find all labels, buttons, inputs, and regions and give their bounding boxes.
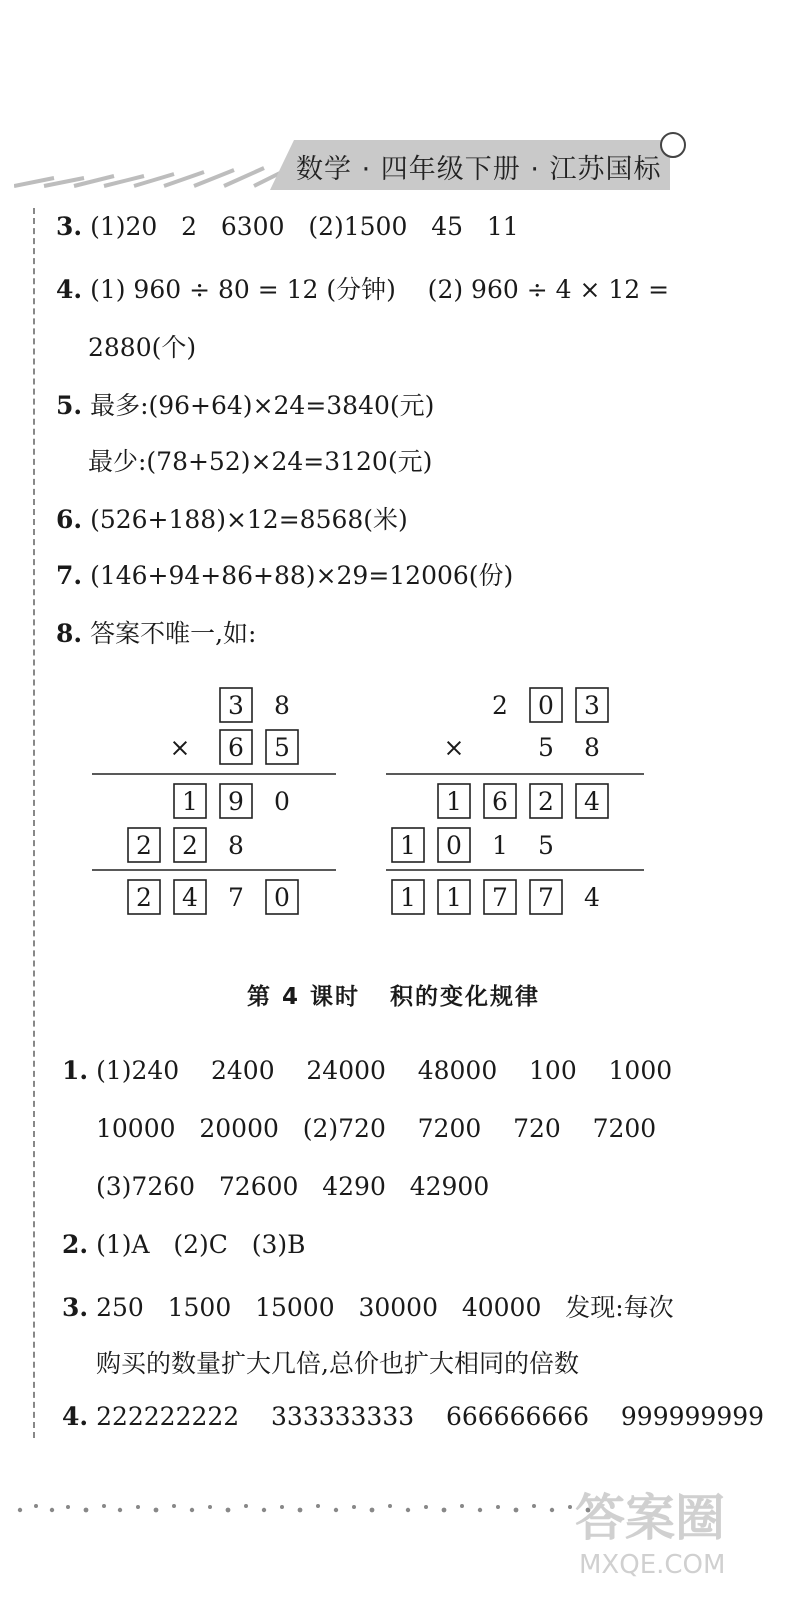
times-sign: × [443,733,465,762]
digit: 4 [584,787,600,816]
answer-line: 5. 最多:(96+64)×24=3840(元) [56,391,435,420]
digit: 6 [228,733,244,762]
answer-line: 4. (1) 960 ÷ 80 = 12 (分钟) (2) 960 ÷ 4 × 12 = [56,275,670,304]
digit: 0 [446,831,462,860]
digit: 9 [228,787,244,816]
digit: 3 [228,691,244,720]
digit: 5 [538,733,554,762]
digit: 0 [538,691,554,720]
digit: 3 [584,691,600,720]
header-stripe [14,150,314,190]
digit: 0 [274,787,290,816]
digit: 8 [228,831,244,860]
digit: 2 [538,787,554,816]
digit: 1 [400,831,416,860]
multiplication-left [92,688,336,914]
watermark-url: MXQE.COM [579,1550,726,1580]
answer-line: (3)7260 72600 4290 42900 [96,1172,490,1201]
answer-line: 7. (146+94+86+88)×29=12006(份) [56,561,514,590]
digit: 2 [136,831,152,860]
header-circle-icon [660,132,686,158]
answer-line: 8. 答案不唯一,如: [56,619,257,648]
vertical-multiplication [0,670,787,930]
digit: 1 [446,883,462,912]
digit: 4 [584,883,600,912]
digit: 2 [182,831,198,860]
digit: 0 [274,883,290,912]
answer-line: 购买的数量扩大几倍,总价也扩大相同的倍数 [96,1349,579,1378]
watermark-logo [565,1478,775,1588]
answer-line: 4. 222222222 333333333 666666666 999999999 [62,1402,765,1431]
answer-line: 2880(个) [88,333,197,362]
digit: 7 [228,883,244,912]
multiplication-right [386,688,644,914]
answer-line: 3. 250 1500 15000 30000 40000 发现:每次 [62,1293,674,1322]
digit: 8 [274,691,290,720]
answer-line: 最少:(78+52)×24=3120(元) [88,447,433,476]
section-title: 第 4 课时 积的变化规律 [246,984,541,1010]
digit: 5 [274,733,290,762]
answer-line: 1. (1)240 2400 24000 48000 100 1000 [62,1056,673,1085]
digit: 6 [492,787,508,816]
answer-line: 6. (526+188)×12=8568(米) [56,505,408,534]
digit: 1 [182,787,198,816]
digit: 2 [492,691,508,720]
digit: 5 [538,831,554,860]
digit: 4 [182,883,198,912]
digit: 7 [492,883,508,912]
answer-line: 10000 20000 (2)720 7200 720 7200 [96,1114,657,1143]
digit: 7 [538,883,554,912]
answer-line: 2. (1)A (2)C (3)B [62,1230,306,1259]
digit: 2 [136,883,152,912]
answer-line: 3. (1)20 2 6300 (2)1500 45 11 [56,212,519,241]
digit: 1 [492,831,508,860]
digit: 1 [446,787,462,816]
page-header-title: 数学 · 四年级下册 · 江苏国标 [296,154,662,185]
times-sign: × [169,733,191,762]
digit: 8 [584,733,600,762]
watermark-text: 答案圈 [575,1489,725,1547]
digit: 1 [400,883,416,912]
